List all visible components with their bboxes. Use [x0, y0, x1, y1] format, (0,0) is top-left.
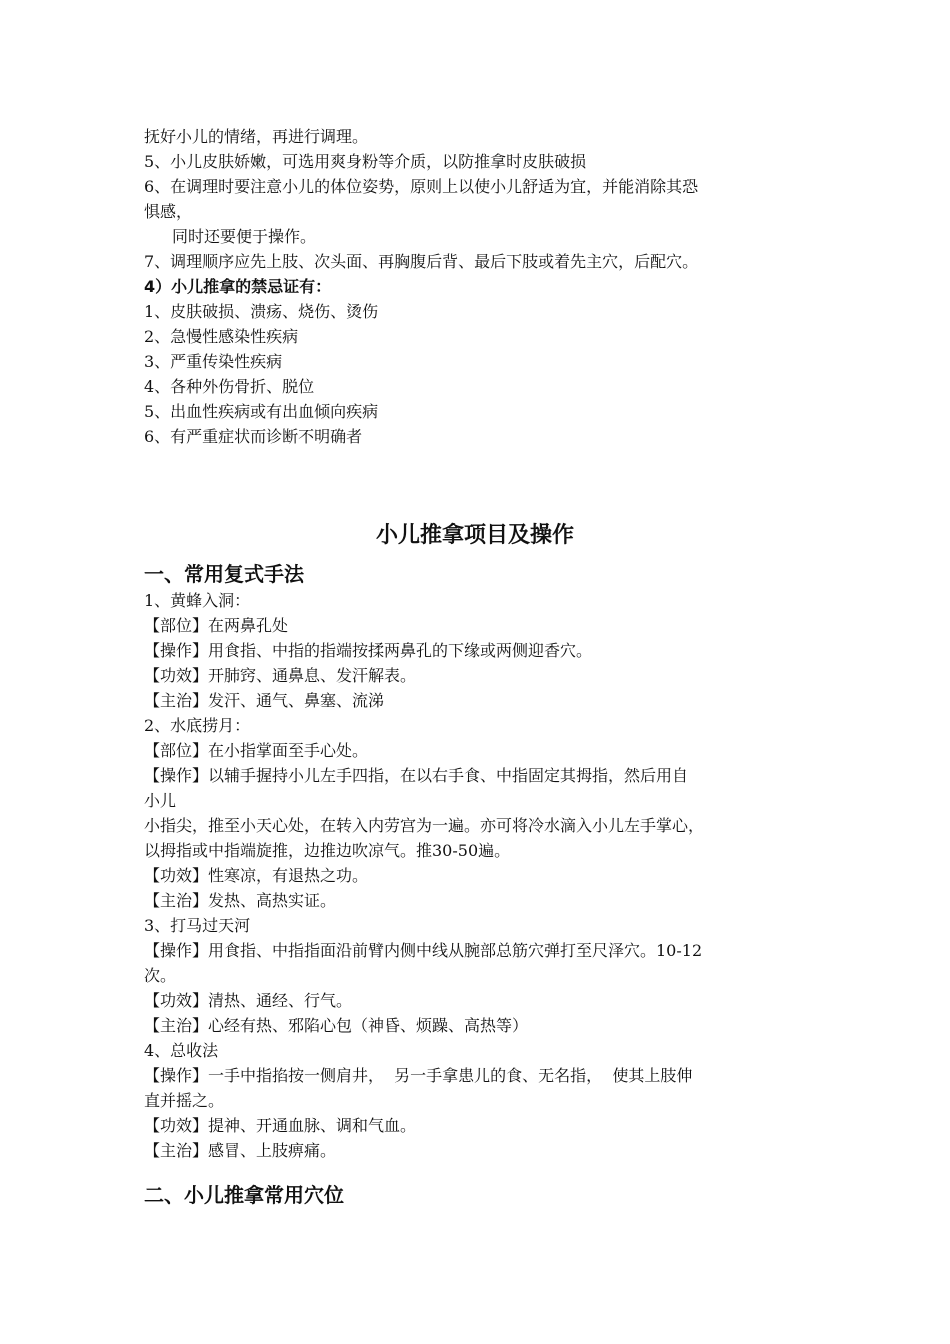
section-line: 小指尖，推至小天心处，在转入内劳宫为一遍。亦可将冷水滴入小儿左手掌心，: [144, 816, 705, 835]
section-line: 【主治】发热、高热实证。: [144, 891, 337, 910]
section-line: 【操作】以辅手握持小儿左手四指，在以右手食、中指固定其拇指，然后用自: [144, 766, 689, 785]
intro-line: 5、小儿皮肤娇嫩，可选用爽身粉等介质，以防推拿时皮肤破损: [144, 152, 587, 171]
intro-line: 7、调理顺序应先上肢、次头面、再胸腹后背、最后下肢或着先主穴，后配穴。: [144, 252, 699, 271]
section-line: 直并摇之。: [144, 1091, 225, 1110]
contraindication-item: 2、急慢性感染性疾病: [144, 327, 299, 346]
contraindication-item: 5、出血性疾病或有出血倾向疾病: [144, 402, 379, 421]
section-line: 以拇指或中指端旋推，边推边吹凉气。推30-50遍。: [144, 841, 511, 860]
section-line: 【部位】在两鼻孔处: [144, 616, 289, 635]
section-line: 小儿: [144, 791, 177, 810]
section-line: 【主治】感冒、上肢痹痛。: [144, 1141, 337, 1160]
section-line: 4、总收法: [144, 1041, 219, 1060]
intro-line: 6、在调理时要注意小儿的体位姿势，原则上以使小儿舒适为宜，并能消除其恐: [144, 177, 699, 196]
section-line: 1、黄蜂入洞：: [144, 591, 251, 610]
document-title: 小儿推拿项目及操作: [375, 523, 574, 548]
contraindication-item: 4、各种外伤骨折、脱位: [144, 377, 315, 396]
intro-line: 抚好小儿的情绪，再进行调理。: [144, 127, 369, 146]
section-line: 【操作】用食指、中指的指端按揉两鼻孔的下缘或两侧迎香穴。: [144, 641, 593, 660]
section-line: 【操作】用食指、中指指面沿前臂内侧中线从腕部总筋穴弹打至尺泽穴。10-12: [144, 941, 703, 960]
contraindications-heading: 4）小儿推拿的禁忌证有：: [144, 277, 332, 296]
contraindication-item: 3、严重传染性疾病: [144, 352, 283, 371]
section-common-acupoints: [144, 1181, 824, 1209]
section-heading: 二、小儿推拿常用穴位: [144, 1183, 344, 1207]
section-line: 【功效】清热、通经、行气。: [144, 991, 353, 1010]
intro-block: [144, 124, 824, 449]
section-line: 【主治】发汗、通气、鼻塞、流涕: [144, 691, 385, 710]
section-line: 次。: [144, 966, 177, 985]
contraindication-item: 6、有严重症状而诊断不明确者: [144, 427, 363, 446]
section-line: 2、水底捞月：: [144, 716, 251, 735]
section-line: 【主治】心经有热、邪陷心包（神昏、烦躁、高热等）: [144, 1016, 529, 1035]
section-line: 【部位】在小指掌面至手心处。: [144, 741, 369, 760]
section-line: 【操作】一手中指掐按一侧肩井， 另一手拿患儿的食、无名指， 使其上肢伸: [144, 1066, 693, 1085]
section-heading: 一、常用复式手法: [144, 562, 304, 586]
section-line: 【功效】提神、开通血脉、调和气血。: [144, 1116, 417, 1135]
section-line: 【功效】开肺窍、通鼻息、发汗解表。: [144, 666, 417, 685]
intro-line: 惧感，: [144, 202, 193, 221]
contraindication-item: 1、皮肤破损、溃疡、烧伤、烫伤: [144, 302, 379, 321]
intro-line: 同时还要便于操作。: [172, 227, 317, 246]
section-line: 3、打马过天河: [144, 916, 251, 935]
section-compound-techniques: [144, 560, 824, 1163]
section-line: 【功效】性寒凉，有退热之功。: [144, 866, 369, 885]
